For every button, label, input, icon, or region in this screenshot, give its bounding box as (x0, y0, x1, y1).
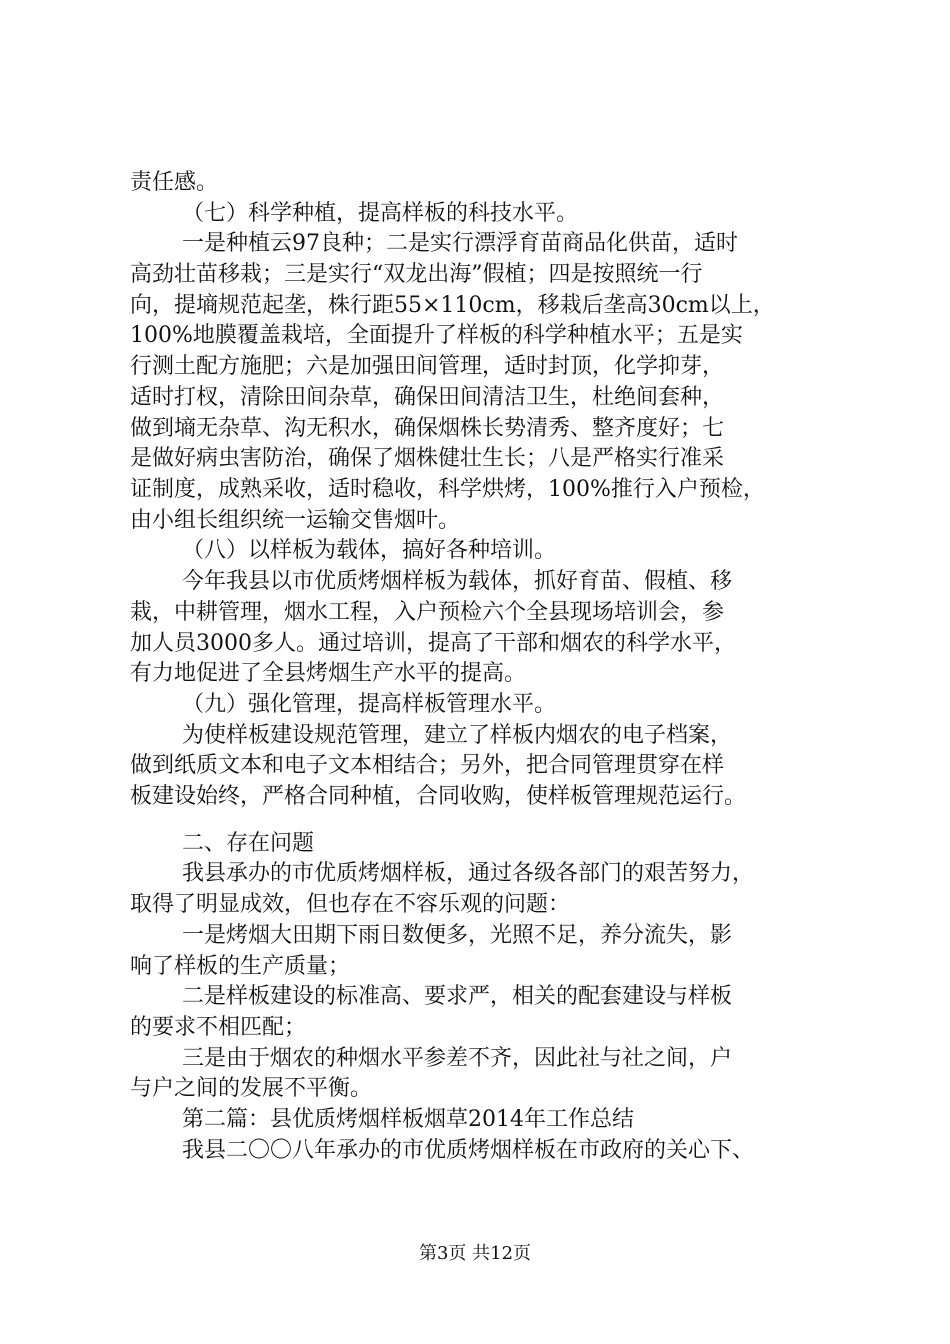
article-heading: 第二篇：县优质烤烟样板烟草2014年工作总结 (182, 1107, 634, 1132)
text-line: 高劲壮苗移栽；三是实行“双龙出海”假植；四是按照统一行 (130, 262, 703, 287)
text-line: 二是样板建设的标准高、要求严，相关的配套建设与样板 (182, 984, 733, 1009)
text-line: 适时打杈，清除田间杂草，确保田间清洁卫生，杜绝间套种， (130, 385, 725, 410)
text-line: 响了样板的生产质量； (130, 954, 351, 979)
text-line: 证制度，成熟采收，适时稳收，科学烘烤，100%推行入户预检， (130, 477, 765, 502)
text-line: 一是种植云97良种；二是实行漂浮育苗商品化供苗，适时 (182, 231, 738, 256)
text-line: 的要求不相匹配； (130, 1015, 307, 1040)
text-line: 向，提墒规范起垄，株行距55×110cm，移栽后垄高30cm以上， (130, 293, 775, 318)
text-line: 三是由于烟农的种烟水平参差不齐，因此社与社之间，户 (182, 1046, 733, 1071)
text-line: 做到墒无杂草、沟无积水，确保烟株长势清秀、整齐度好；七 (130, 416, 725, 441)
page-number-footer: 第3页 共12页 (418, 1243, 532, 1264)
text-line: 100%地膜覆盖栽培，全面提升了样板的科学种植水平；五是实 (130, 323, 743, 348)
text-line: 行测土配方施肥；六是加强田间管理，适时封顶，化学抑芽， (130, 354, 725, 379)
text-line: 我县承办的市优质烤烟样板，通过各级各部门的艰苦努力， (182, 861, 755, 886)
text-line: 为使样板建设规范管理，建立了样板内烟农的电子档案， (182, 723, 733, 748)
text-line: 栽，中耕管理，烟水工程，入户预检六个全县现场培训会，参 (130, 600, 725, 625)
section-heading: 二、存在问题 (182, 831, 315, 856)
text-line: 是做好病虫害防治，确保了烟株健壮生长；八是严格实行准采 (130, 446, 725, 471)
text-line: 一是烤烟大田期下雨日数便多，光照不足，养分流失，影 (182, 923, 733, 948)
text-line: 加人员3000多人。通过培训，提高了干部和烟农的科学水平， (130, 631, 736, 656)
text-line: 板建设始终，严格合同种植，合同收购，使样板管理规范运行。 (130, 784, 747, 809)
section-heading: （七）科学种植，提高样板的科技水平。 (182, 201, 579, 226)
text-line: 做到纸质文本和电子文本相结合；另外，把合同管理贯穿在样 (130, 753, 725, 778)
text-line: 取得了明显成效，但也存在不容乐观的问题： (130, 892, 571, 917)
text-line: 我县二〇〇八年承办的市优质烤烟样板在市政府的关心下、 (182, 1138, 755, 1163)
text-line: 与户之间的发展不平衡。 (130, 1076, 373, 1101)
section-heading: （九）强化管理，提高样板管理水平。 (182, 692, 557, 717)
text-line: 责任感。 (130, 170, 219, 195)
section-heading: （八）以样板为载体，搞好各种培训。 (182, 538, 557, 563)
text-line: 由小组长组织统一运输交售烟叶。 (130, 508, 461, 533)
text-line: 今年我县以市优质烤烟样板为载体，抓好育苗、假植、移 (182, 569, 733, 594)
text-line: 有力地促进了全县烤烟生产水平的提高。 (130, 661, 527, 686)
